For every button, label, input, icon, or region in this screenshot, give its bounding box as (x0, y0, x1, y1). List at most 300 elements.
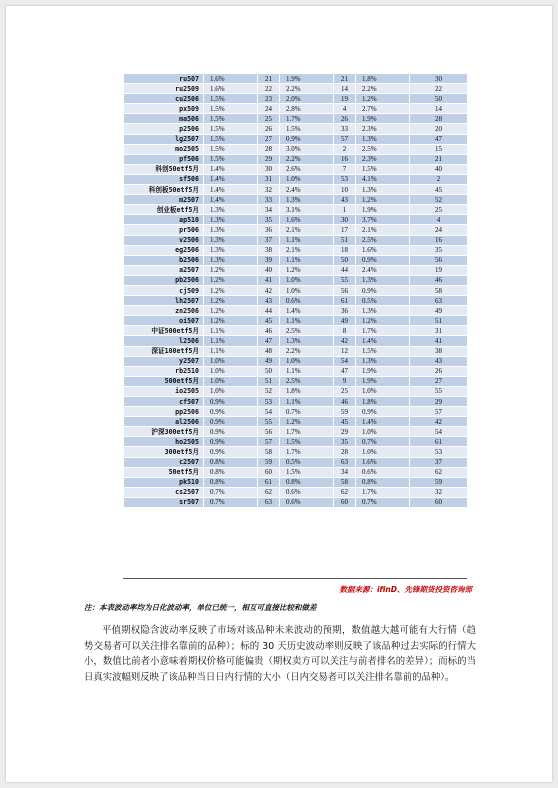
value-cell: 25 (258, 114, 280, 124)
value-cell: 1.9% (356, 114, 410, 124)
value-cell: 1.4% (204, 185, 258, 195)
value-cell: 1.5% (204, 154, 258, 164)
table-bottom-rule (123, 578, 467, 579)
value-cell: 1.1% (280, 255, 334, 265)
table-row (124, 174, 468, 184)
contract-cell: m2507 (124, 195, 204, 205)
value-cell: 1.7% (356, 487, 410, 497)
value-cell: 1.8% (280, 386, 334, 396)
value-cell: 1.6% (204, 84, 258, 94)
value-cell: 1.0% (204, 356, 258, 366)
value-cell: 50 (258, 366, 280, 376)
value-cell: 12 (334, 346, 356, 356)
contract-cell: sf506 (124, 174, 204, 184)
value-cell: 1.5% (204, 144, 258, 154)
value-cell: 26 (410, 366, 468, 376)
value-cell: 1.5% (204, 114, 258, 124)
value-cell: 17 (334, 225, 356, 235)
table-row (124, 215, 468, 225)
value-cell: 60 (410, 497, 468, 507)
value-cell: 1.0% (356, 447, 410, 457)
value-cell: 2.1% (356, 225, 410, 235)
value-cell: 63 (334, 457, 356, 467)
value-cell: 4 (410, 215, 468, 225)
contract-cell: cj509 (124, 285, 204, 295)
value-cell: 1.5% (280, 437, 334, 447)
value-cell: 9 (334, 376, 356, 386)
value-cell: 57 (258, 437, 280, 447)
value-cell: 1.2% (280, 417, 334, 427)
value-cell: 1.3% (280, 195, 334, 205)
contract-cell: ru2509 (124, 84, 204, 94)
value-cell: 21 (410, 154, 468, 164)
value-cell: 1.6% (356, 457, 410, 467)
value-cell: 1.3% (356, 275, 410, 285)
value-cell: 38 (410, 346, 468, 356)
table-row (124, 316, 468, 326)
value-cell: 2.0% (280, 94, 334, 104)
contract-cell: px509 (124, 104, 204, 114)
value-cell: 46 (334, 397, 356, 407)
value-cell: 2.3% (356, 154, 410, 164)
value-cell: 1.5% (356, 164, 410, 174)
value-cell: 1.6% (356, 245, 410, 255)
value-cell: 1.1% (280, 366, 334, 376)
value-cell: 30 (410, 74, 468, 84)
value-cell: 1.5% (356, 346, 410, 356)
table-row (124, 104, 468, 114)
value-cell: 47 (334, 366, 356, 376)
value-cell: 1.1% (204, 326, 258, 336)
value-cell: 3.7% (356, 215, 410, 225)
value-cell: 8 (334, 326, 356, 336)
value-cell: 16 (410, 235, 468, 245)
value-cell: 1.3% (356, 185, 410, 195)
table-row (124, 467, 468, 477)
value-cell: 20 (410, 124, 468, 134)
value-cell: 0.8% (280, 477, 334, 487)
value-cell: 37 (410, 457, 468, 467)
body-paragraph: 平值期权隐含波动率反映了市场对该品种未来波动的预期，数值越大越可能有大行情（趋势交易者可以关注排名靠前的品种）；标的 30 天历史波动率则反映了该品种过去实际的行情大小，数值比前者小意味着期权价格可能偏贵（期权卖方可以关注与前者排名的差异）；而标的当日真实波幅则反映了该品种当日日内行情的大小（日内交易者可以关注排名靠前的品种）。 (84, 625, 476, 683)
value-cell: 35 (334, 437, 356, 447)
value-cell: 43 (258, 296, 280, 306)
table-row (124, 376, 468, 386)
contract-cell: pb2506 (124, 275, 204, 285)
value-cell: 42 (410, 417, 468, 427)
table-row (124, 154, 468, 164)
value-cell: 2 (334, 144, 356, 154)
value-cell: 29 (410, 397, 468, 407)
contract-cell: 创业板etf5月 (124, 205, 204, 215)
value-cell: 2.1% (280, 225, 334, 235)
value-cell: 29 (334, 427, 356, 437)
contract-cell: 科创板50etf5月 (124, 185, 204, 195)
value-cell: 19 (334, 94, 356, 104)
contract-cell: y2507 (124, 356, 204, 366)
value-cell: 3.1% (280, 205, 334, 215)
value-cell: 61 (258, 477, 280, 487)
contract-cell: a2507 (124, 265, 204, 275)
value-cell: 34 (258, 205, 280, 215)
value-cell: 19 (410, 265, 468, 275)
value-cell: 2 (410, 174, 468, 184)
value-cell: 37 (258, 235, 280, 245)
value-cell: 1.5% (204, 94, 258, 104)
value-cell: 43 (410, 356, 468, 366)
value-cell: 1.2% (204, 265, 258, 275)
value-cell: 2.6% (280, 164, 334, 174)
table-row (124, 366, 468, 376)
contract-cell: lg2507 (124, 134, 204, 144)
value-cell: 10 (334, 185, 356, 195)
value-cell: 1.4% (356, 417, 410, 427)
table-row (124, 346, 468, 356)
value-cell: 33 (258, 195, 280, 205)
value-cell: 62 (410, 467, 468, 477)
value-cell: 22 (410, 84, 468, 94)
value-cell: 53 (334, 174, 356, 184)
contract-cell: lh2507 (124, 296, 204, 306)
value-cell: 1.1% (280, 397, 334, 407)
table-row (124, 417, 468, 427)
value-cell: 45 (334, 417, 356, 427)
table-row (124, 326, 468, 336)
value-cell: 59 (334, 407, 356, 417)
value-cell: 0.9% (204, 447, 258, 457)
contract-cell: 50etf5月 (124, 467, 204, 477)
value-cell: 38 (258, 245, 280, 255)
value-cell: 44 (334, 265, 356, 275)
value-cell: 59 (410, 477, 468, 487)
value-cell: 61 (410, 437, 468, 447)
value-cell: 1.2% (204, 296, 258, 306)
value-cell: 1.0% (204, 386, 258, 396)
value-cell: 48 (258, 346, 280, 356)
table-row (124, 427, 468, 437)
value-cell: 2.5% (356, 144, 410, 154)
contract-cell: pr506 (124, 225, 204, 235)
value-cell: 53 (258, 397, 280, 407)
value-cell: 1.1% (280, 316, 334, 326)
value-cell: 1.0% (356, 427, 410, 437)
value-cell: 35 (410, 245, 468, 255)
value-cell: 51 (410, 316, 468, 326)
value-cell: 1.7% (280, 114, 334, 124)
contract-cell: l2506 (124, 336, 204, 346)
value-cell: 0.7% (204, 497, 258, 507)
table-row (124, 124, 468, 134)
value-cell: 1.0% (280, 174, 334, 184)
value-cell: 0.6% (280, 296, 334, 306)
value-cell: 1.3% (204, 205, 258, 215)
value-cell: 40 (410, 164, 468, 174)
contract-cell: io2505 (124, 386, 204, 396)
value-cell: 1.4% (280, 306, 334, 316)
value-cell: 31 (410, 326, 468, 336)
value-cell: 1.9% (356, 376, 410, 386)
value-cell: 1.5% (204, 124, 258, 134)
volatility-table-body (124, 74, 468, 508)
contract-cell: ru507 (124, 74, 204, 84)
value-cell: 2.1% (280, 245, 334, 255)
table-row (124, 356, 468, 366)
value-cell: 0.9% (356, 285, 410, 295)
value-cell: 21 (334, 74, 356, 84)
value-cell: 49 (334, 316, 356, 326)
value-cell: 1.3% (356, 306, 410, 316)
value-cell: 0.8% (356, 477, 410, 487)
value-cell: 0.9% (280, 134, 334, 144)
value-cell: 47 (410, 134, 468, 144)
table-row (124, 437, 468, 447)
value-cell: 1.8% (356, 397, 410, 407)
value-cell: 60 (258, 467, 280, 477)
table-row (124, 487, 468, 497)
value-cell: 49 (258, 356, 280, 366)
value-cell: 62 (334, 487, 356, 497)
value-cell: 1 (334, 205, 356, 215)
value-cell: 1.5% (280, 124, 334, 134)
contract-cell: 沪深300etf5月 (124, 427, 204, 437)
value-cell: 32 (410, 487, 468, 497)
table-row (124, 164, 468, 174)
value-cell: 30 (334, 215, 356, 225)
table-row (124, 275, 468, 285)
value-cell: 4.1% (356, 174, 410, 184)
table-row (124, 94, 468, 104)
value-cell: 1.2% (204, 285, 258, 295)
value-cell: 53 (410, 447, 468, 457)
contract-cell: 科创50etf5月 (124, 164, 204, 174)
value-cell: 0.8% (204, 467, 258, 477)
value-cell: 21 (258, 74, 280, 84)
value-cell: 28 (334, 447, 356, 457)
value-cell: 2.7% (356, 104, 410, 114)
contract-cell: eg2506 (124, 245, 204, 255)
contract-cell: sr507 (124, 497, 204, 507)
contract-cell: b2506 (124, 255, 204, 265)
value-cell: 2.5% (280, 326, 334, 336)
value-cell: 1.9% (280, 74, 334, 84)
contract-cell: v2506 (124, 235, 204, 245)
table-row (124, 397, 468, 407)
value-cell: 0.7% (204, 487, 258, 497)
table-row (124, 114, 468, 124)
value-cell: 0.9% (204, 407, 258, 417)
value-cell: 2.2% (280, 84, 334, 94)
contract-cell: p2506 (124, 124, 204, 134)
value-cell: 1.2% (356, 316, 410, 326)
table-row (124, 457, 468, 467)
value-cell: 0.6% (280, 487, 334, 497)
table-row (124, 386, 468, 396)
value-cell: 59 (258, 457, 280, 467)
value-cell: 0.8% (204, 477, 258, 487)
table-row (124, 144, 468, 154)
value-cell: 24 (258, 104, 280, 114)
contract-cell: 300etf5月 (124, 447, 204, 457)
value-cell: 1.3% (280, 336, 334, 346)
contract-cell: c2507 (124, 457, 204, 467)
value-cell: 1.9% (356, 205, 410, 215)
value-cell: 36 (334, 306, 356, 316)
table-row (124, 255, 468, 265)
value-cell: 61 (334, 296, 356, 306)
value-cell: 7 (334, 164, 356, 174)
value-cell: 1.2% (280, 265, 334, 275)
value-cell: 1.6% (204, 74, 258, 84)
value-cell: 25 (334, 386, 356, 396)
value-cell: 27 (258, 134, 280, 144)
value-cell: 1.0% (204, 366, 258, 376)
value-cell: 28 (258, 144, 280, 154)
value-cell: 1.1% (204, 346, 258, 356)
value-cell: 2.2% (356, 84, 410, 94)
value-cell: 45 (410, 185, 468, 195)
contract-cell: cs2507 (124, 487, 204, 497)
value-cell: 1.1% (204, 336, 258, 346)
table-row (124, 407, 468, 417)
value-cell: 2.2% (280, 346, 334, 356)
value-cell: 1.6% (280, 215, 334, 225)
value-cell: 15 (410, 144, 468, 154)
value-cell: 31 (258, 174, 280, 184)
value-cell: 58 (334, 477, 356, 487)
contract-cell: pf506 (124, 154, 204, 164)
value-cell: 1.0% (280, 285, 334, 295)
value-cell: 1.4% (356, 336, 410, 346)
contract-cell: pk510 (124, 477, 204, 487)
value-cell: 51 (334, 235, 356, 245)
value-cell: 1.2% (356, 94, 410, 104)
value-cell: 45 (258, 316, 280, 326)
table-row (124, 285, 468, 295)
contract-cell: zn2506 (124, 306, 204, 316)
value-cell: 0.9% (356, 255, 410, 265)
contract-cell: cf507 (124, 397, 204, 407)
value-cell: 1.9% (356, 366, 410, 376)
value-cell: 1.4% (204, 174, 258, 184)
value-cell: 1.8% (356, 74, 410, 84)
value-cell: 60 (334, 497, 356, 507)
value-cell: 1.3% (204, 225, 258, 235)
value-cell: 24 (410, 225, 468, 235)
value-cell: 50 (334, 255, 356, 265)
value-cell: 1.3% (204, 255, 258, 265)
value-cell: 41 (410, 336, 468, 346)
value-cell: 54 (334, 356, 356, 366)
value-cell: 1.0% (280, 356, 334, 366)
table-row (124, 185, 468, 195)
value-cell: 1.5% (204, 134, 258, 144)
contract-cell: 深证100etf5月 (124, 346, 204, 356)
value-cell: 52 (410, 195, 468, 205)
value-cell: 1.7% (280, 427, 334, 437)
value-cell: 56 (410, 255, 468, 265)
value-cell: 26 (334, 114, 356, 124)
value-cell: 1.2% (204, 316, 258, 326)
value-cell: 43 (334, 195, 356, 205)
value-cell: 2.3% (356, 124, 410, 134)
value-cell: 57 (410, 407, 468, 417)
table-row (124, 245, 468, 255)
value-cell: 35 (258, 215, 280, 225)
value-cell: 0.9% (204, 427, 258, 437)
value-cell: 0.8% (204, 457, 258, 467)
value-cell: 0.7% (356, 497, 410, 507)
contract-cell: ap510 (124, 215, 204, 225)
contract-cell: rb2510 (124, 366, 204, 376)
value-cell: 29 (258, 154, 280, 164)
value-cell: 1.0% (204, 376, 258, 386)
value-cell: 26 (258, 124, 280, 134)
value-cell: 2.4% (280, 185, 334, 195)
value-cell: 39 (258, 255, 280, 265)
value-cell: 51 (258, 376, 280, 386)
value-cell: 27 (410, 376, 468, 386)
value-cell: 63 (258, 497, 280, 507)
value-cell: 57 (334, 134, 356, 144)
value-cell: 2.4% (356, 265, 410, 275)
value-cell: 1.0% (280, 275, 334, 285)
table-row (124, 134, 468, 144)
value-cell: 1.1% (280, 235, 334, 245)
value-cell: 1.3% (204, 235, 258, 245)
value-cell: 1.2% (204, 275, 258, 285)
contract-cell: cu2506 (124, 94, 204, 104)
value-cell: 55 (410, 386, 468, 396)
value-cell: 0.5% (280, 457, 334, 467)
value-cell: 0.9% (204, 417, 258, 427)
value-cell: 62 (258, 487, 280, 497)
value-cell: 1.3% (204, 215, 258, 225)
table-row (124, 497, 468, 507)
value-cell: 41 (258, 275, 280, 285)
value-cell: 40 (258, 265, 280, 275)
table-row (124, 225, 468, 235)
table-row (124, 74, 468, 84)
value-cell: 2.5% (280, 376, 334, 386)
value-cell: 28 (410, 114, 468, 124)
value-cell: 1.2% (356, 195, 410, 205)
value-cell: 33 (334, 124, 356, 134)
value-cell: 55 (334, 275, 356, 285)
value-cell: 22 (258, 84, 280, 94)
data-source-caption: 数据来源：ifinD、先锋期货投资咨询部 (339, 585, 472, 594)
contract-cell: oi507 (124, 316, 204, 326)
value-cell: 58 (410, 285, 468, 295)
contract-cell: ma506 (124, 114, 204, 124)
value-cell: 1.4% (204, 164, 258, 174)
table-row (124, 84, 468, 94)
value-cell: 2.5% (356, 235, 410, 245)
value-cell: 14 (334, 84, 356, 94)
contract-cell: 中证500etf5月 (124, 326, 204, 336)
value-cell: 46 (258, 326, 280, 336)
value-cell: 56 (334, 285, 356, 295)
value-cell: 0.6% (280, 497, 334, 507)
value-cell: 54 (410, 427, 468, 437)
value-cell: 1.4% (204, 195, 258, 205)
value-cell: 55 (258, 417, 280, 427)
value-cell: 0.7% (280, 407, 334, 417)
value-cell: 1.3% (204, 245, 258, 255)
value-cell: 0.9% (204, 437, 258, 447)
value-cell: 42 (334, 336, 356, 346)
value-cell: 0.5% (356, 296, 410, 306)
value-cell: 1.5% (204, 104, 258, 114)
contract-cell: pp2506 (124, 407, 204, 417)
